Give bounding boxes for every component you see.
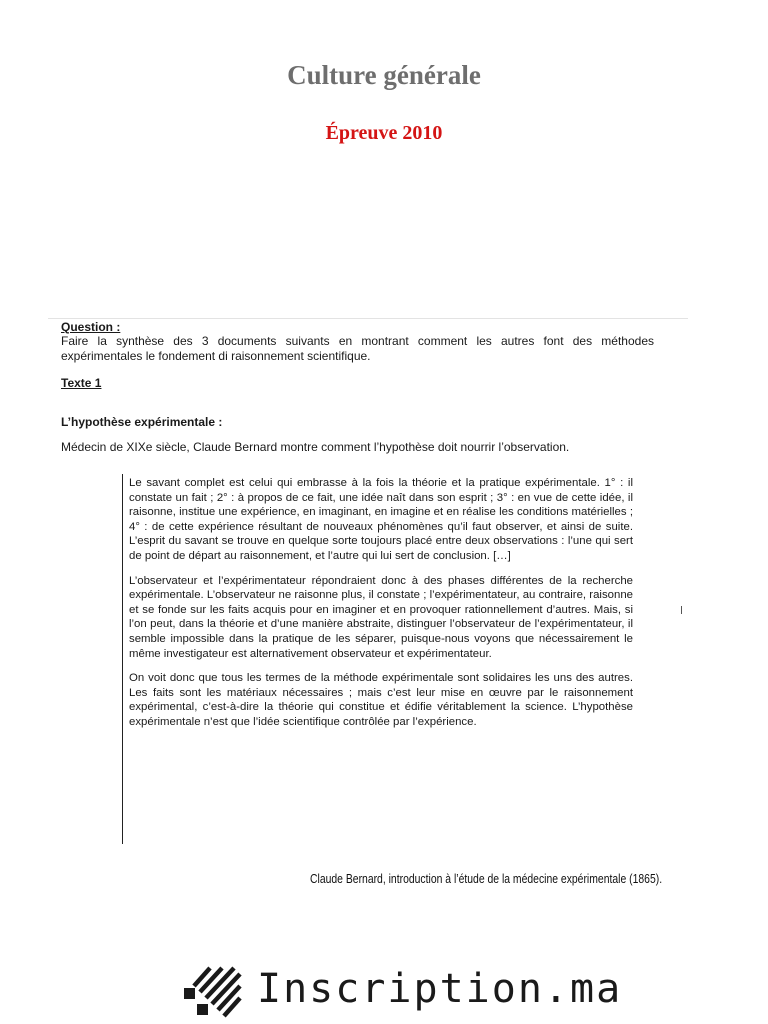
quote-paragraph-1: Le savant complet est celui qui embrasse à la fois la théorie et la pratique expérimentale. 1° : il constate un fait ; 2° : à propos de ce fait, une idée naît dans son esprit ; 3° : en vue de cette idée, il raisonne, institue une expérience, en imaginant, en imagine et en réalise les conditions matérielles ; 4° : de cette expérience résultant de nouveaux phénomènes qu’il faut observer, et ainsi de suite. L’esprit du savant se trouve en quelque sorte toujours placé entre deux observations : l’une qui sert de point de départ au raisonnement, et l’autre qui lui sert de conclusion. […] xyxy=(129,477,633,562)
quote-block xyxy=(129,476,633,740)
scanned-document xyxy=(48,318,688,858)
section-intro: Médecin de XIXe siècle, Claude Bernard montre comment l’hypothèse doit nourrir l’observation. xyxy=(61,440,570,454)
quote-paragraph-2: L’observateur et l’expérimentateur répondraient donc à des phases différentes de la recherche expérimentale. L’observateur ne raisonne plus, il constate ; l’expérimentateur, au contraire, raisonne et se fonde sur les faits acquis pour en imaginer et en provoquer rationnellement d’autres. Mais, si l’on peut, dans la théorie et d’une manière abstraite, distinguer l’observateur de l’expérimentateur, il semble impossible dans la pratique de les séparer, puisque-nous voyons que nécessairement le même investigateur est alternativement observateur et expérimentateur. xyxy=(129,574,633,660)
question-heading: Question : xyxy=(61,320,121,334)
quote-bracket xyxy=(122,474,123,844)
text-heading: Texte 1 xyxy=(61,376,102,390)
scan-divider xyxy=(48,318,688,319)
section-title: L’hypothèse expérimentale : xyxy=(61,415,223,429)
question-text: Faire la synthèse des 3 documents suivants en montrant comment les autres font des méthodes expérimentales le fondement di raisonnement scientifique. xyxy=(61,334,654,363)
logo-text: Inscription.ma xyxy=(257,966,623,1012)
page-title: Culture générale xyxy=(287,60,481,90)
quote-paragraph-3: On voit donc que tous les termes de la méthode expérimentale sont solidaires les uns des autres. Les faits sont les matériaux nécessaires ; mais c’est leur mise en œuvre par le raisonnement expérimental, c’est-à-dire la théorie qui constitue et édifie véritablement la science. L’hypothèse expérimentale n’est que l’idée scientifique contrôlée par l’expérience. xyxy=(129,672,633,728)
inscription-logo-stripes-icon xyxy=(180,964,242,1024)
citation: Claude Bernard, introduction à l’étude de la médecine expérimentale (1865). xyxy=(310,871,663,886)
margin-mark xyxy=(681,606,682,614)
site-logo[interactable] xyxy=(180,962,623,1024)
page-subtitle: Épreuve 2010 xyxy=(325,122,443,144)
